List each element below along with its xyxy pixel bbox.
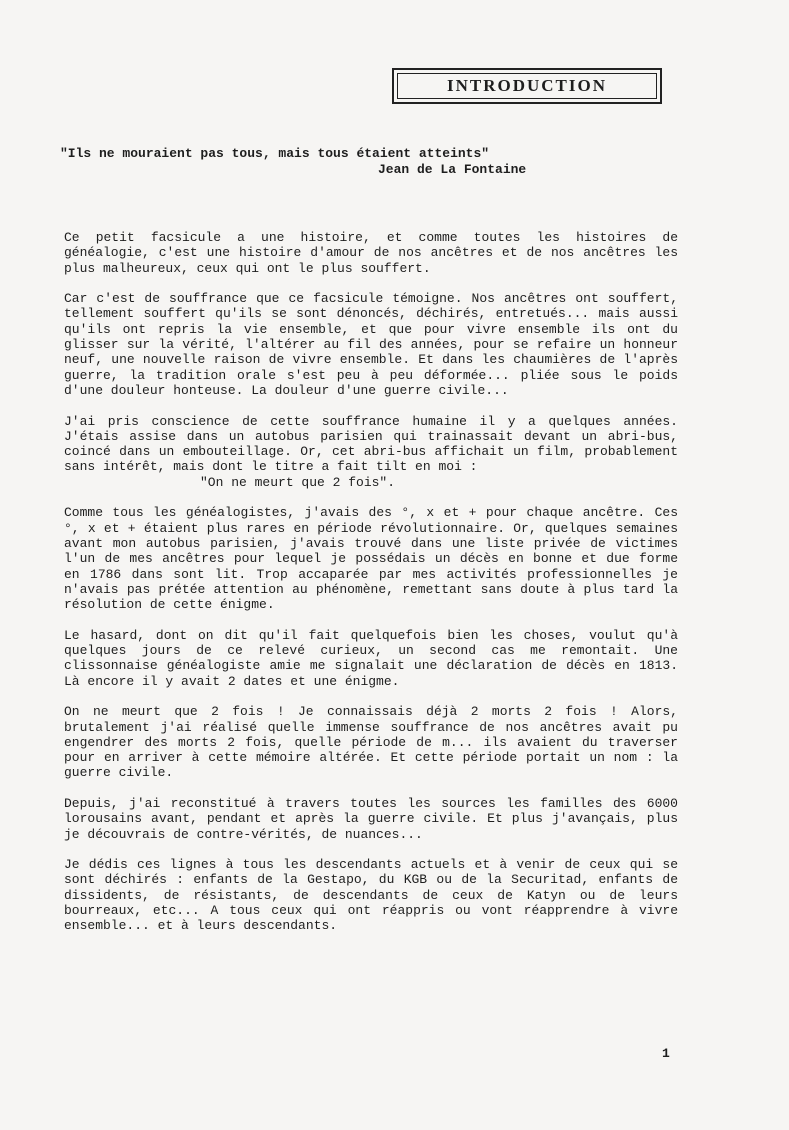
title-frame <box>392 68 662 104</box>
body-text <box>64 230 678 949</box>
paragraph-3 <box>64 414 678 490</box>
epigraph <box>60 146 680 178</box>
paragraph-4: Comme tous les généalogistes, j'avais des °, x et + pour chaque ancêtre. Ces °, x et + étaient plus rares en période révolutionnaire. Or, quelques semaines avant mon autobus parisien, j'avais trouvé dans une liste privée de victimes l'un de mes ancêtres pour lequel je possédais un décès en bonne et due forme en 1786 dans sont lit. Trop accaparée par mes activités professionnelles je n'avais pas prétée attention au phénomène, remettant sans doute à plus tard la résolution de cette énigme. <box>64 505 678 613</box>
paragraph-8: Je dédis ces lignes à tous les descendants actuels et à venir de ceux qui se sont déchirés : enfants de la Gestapo, du KGB ou de la Securitad, enfants de dissidents, de résistants, de descendants de ceux de Katyn ou de leurs bourreaux, etc... A tous ceux qui ont réappris ou vont réapprendre à vivre ensemble... et à leurs descendants. <box>64 857 678 934</box>
paragraph-5: Le hasard, dont on dit qu'il fait quelquefois bien les choses, voulut qu'à quelques jours de ce relevé curieux, un second cas me remontait. Une clissonnaise généalogiste amie me signalait une déclaration de décès en 1813. Là encore il y avait 2 dates et une énigme. <box>64 627 678 689</box>
paragraph-6: On ne meurt que 2 fois ! Je connaissais déjà 2 morts 2 fois ! Alors, brutalement j'ai réalisé quelle immense souffrance de nos ancêtres avait pu engendrer des morts 2 fois, quelle période de m... ils avaient du traverser pour en arriver à cette mémoire altérée. Et cette période portait un nom : la guerre civile. <box>64 704 678 781</box>
epigraph-quote: "Ils ne mouraient pas tous, mais tous étaient atteints" <box>60 146 490 161</box>
epigraph-author: Jean de La Fontaine <box>378 162 527 177</box>
paragraph-1: Ce petit facsicule a une histoire, et comme toutes les histoires de généalogie, c'est une histoire d'amour de nos ancêtres et de nos ancêtres les plus malheureux, ceux qui ont le plus souffert. <box>64 230 678 276</box>
film-title: "On ne meurt que 2 fois". <box>200 474 396 490</box>
page-number: 1 <box>662 1046 670 1061</box>
paragraph-3-text: J'ai pris conscience de cette souffrance humaine il y a quelques années. J'étais assise dans un autobus parisien qui trainassait devant un abri-bus, coincé dans un embouteillage. Or, cet abri-bus affichait un film, probablement sans intérêt, mais dont le titre a fait tilt en moi : <box>64 413 678 475</box>
page-title: INTRODUCTION <box>397 73 657 99</box>
paragraph-7: Depuis, j'ai reconstitué à travers toutes les sources les familles des 6000 lorousains avant, pendant et après la guerre civile. Et plus j'avançais, plus je découvrais de contre-vérités, de nuances... <box>64 795 678 842</box>
paragraph-2: Car c'est de souffrance que ce facsicule témoigne. Nos ancêtres ont souffert, tellement souffert qu'ils se sont dénoncés, déchirés, entretués... mais aussi qu'ils ont repris la vie ensemble, et que pour vivre ensemble ils ont du glisser sur la vérité, l'altérer au fil des années, pour se refaire un honneur neuf, une nouvelle raison de vivre ensemble. Et dans les chaumières de l'après guerre, la tradition orale s'est peu à peu déformée... pliée sous le poids d'une douleur honteuse. La douleur d'une guerre civile... <box>64 291 678 398</box>
